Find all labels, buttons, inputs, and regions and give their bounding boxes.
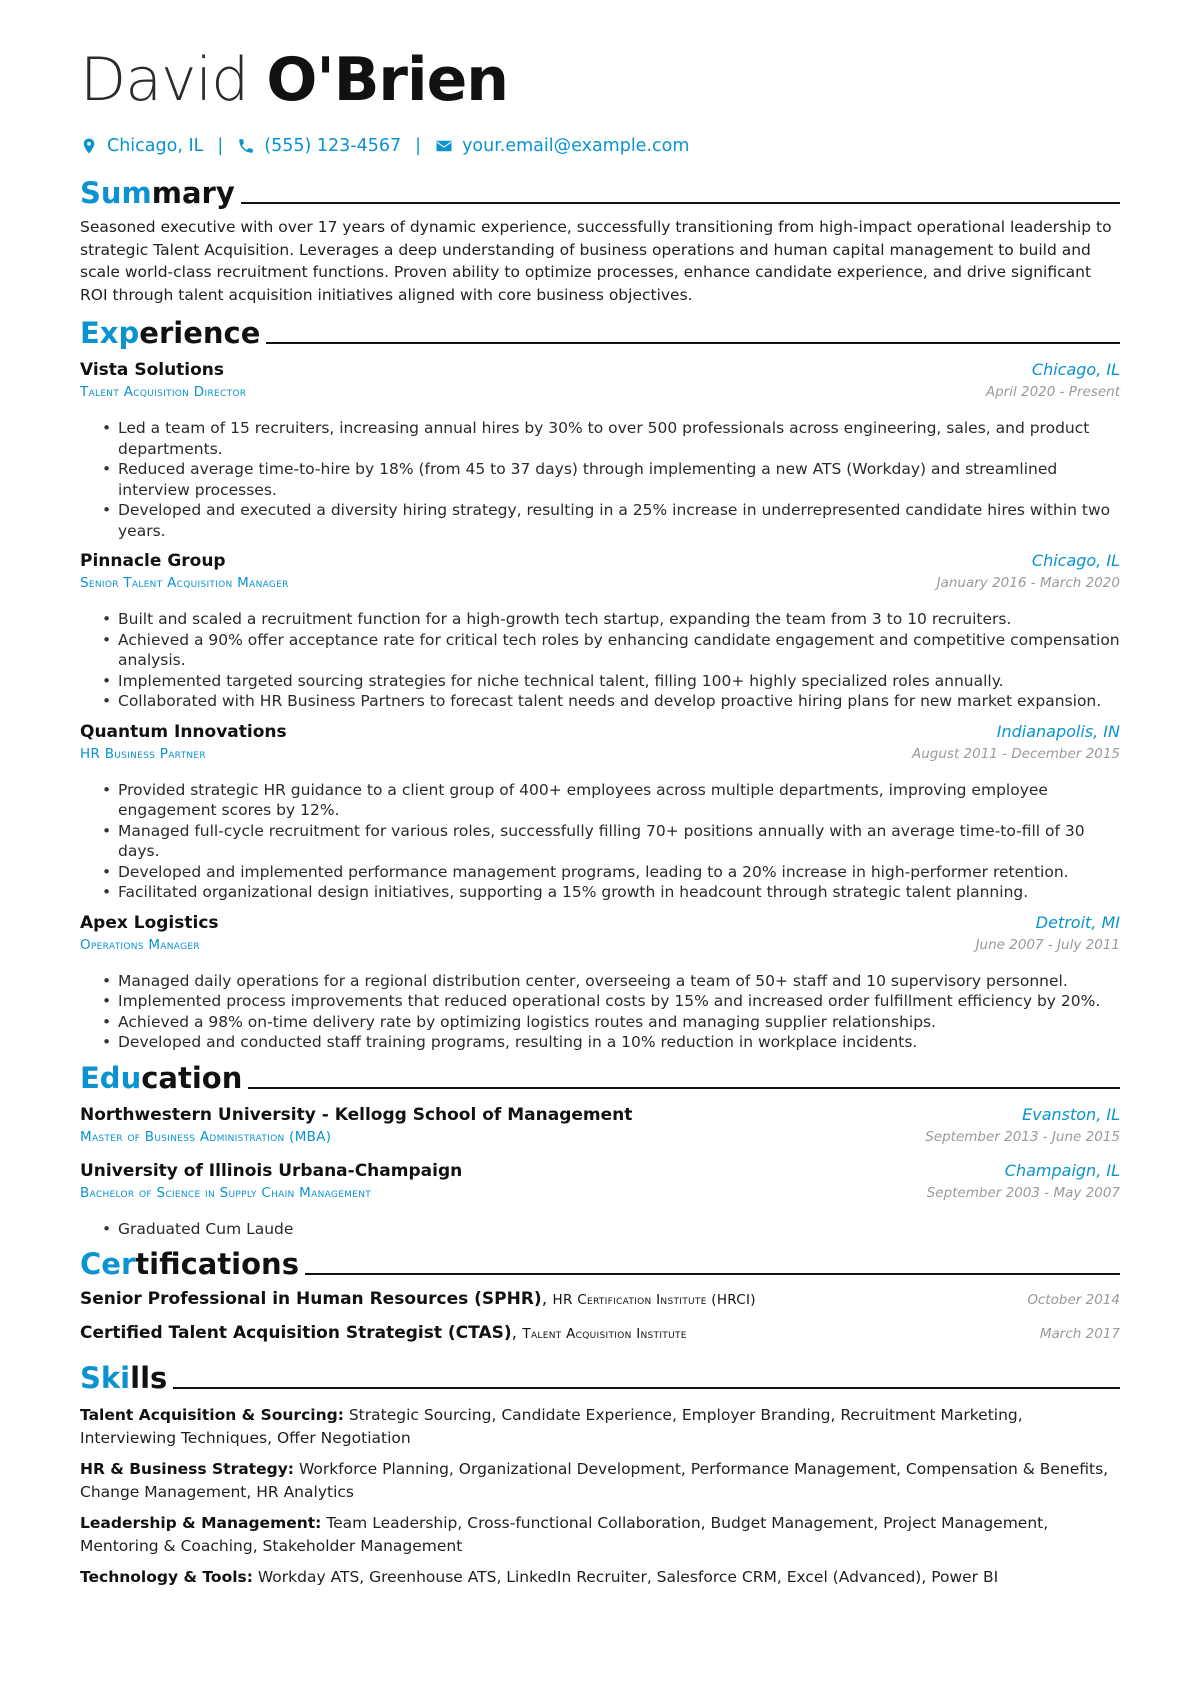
skill-category: HR & Business Strategy: xyxy=(80,1460,294,1478)
title-rest: cation xyxy=(141,1060,243,1095)
section-rule xyxy=(241,202,1120,204)
section-title xyxy=(80,1061,242,1095)
skill-list: Workforce Planning, Organizational Development, Performance Management, Compensation & Benefits, Change Management, HR Analytics xyxy=(80,1460,1109,1501)
contact-line xyxy=(80,134,1120,158)
job-title: Operations Manager xyxy=(80,936,200,953)
achievement-item: • Achieved a 98% on-time delivery rate by optimizing logistics routes and managing supplier relationships. xyxy=(80,1012,1120,1033)
skill-group xyxy=(80,1512,1120,1557)
school-name: University of Illinois Urbana-Champaign xyxy=(80,1160,463,1181)
title-accent: Edu xyxy=(80,1060,142,1095)
job-dates: April 2020 - Present xyxy=(985,384,1120,400)
job-location: Chicago, IL xyxy=(1031,551,1120,570)
education-entry xyxy=(80,1105,1120,1151)
certification-date: March 2017 xyxy=(1039,1326,1120,1342)
degree: Bachelor of Science in Supply Chain Management xyxy=(80,1184,372,1201)
skill-group xyxy=(80,1566,1120,1589)
separator: | xyxy=(415,136,422,156)
school-dates: September 2013 - June 2015 xyxy=(925,1128,1120,1145)
separator: | xyxy=(217,136,224,156)
achievement-item: • Developed and implemented performance management programs, leading to a 20% increase in high-performer retention. xyxy=(80,862,1120,883)
section-rule xyxy=(173,1387,1120,1389)
skill-list: Team Leadership, Cross-functional Collaboration, Budget Management, Project Management, Mentoring & Coaching, Stakeholder Management xyxy=(80,1514,1049,1555)
candidate-name xyxy=(80,44,1120,116)
skill-category: Leadership & Management: xyxy=(80,1514,322,1532)
certifications-heading xyxy=(80,1241,1120,1281)
summary-text: Seasoned executive with over 17 years of dynamic experience, successfully transitioning from high-impact operational leadership to strategic Talent Acquisition. Leverages a deep understanding of business operations and human capital management to build and scale world-class recruitment functions. Proven ability to optimize processes, enhance candidate experience, and drive significant ROI through talent acquisition initiatives aligned with core business objectives. xyxy=(80,218,1112,304)
education-heading xyxy=(80,1055,1120,1095)
phone-icon xyxy=(237,137,255,155)
section-rule xyxy=(305,1273,1120,1275)
company-name: Apex Logistics xyxy=(80,912,219,933)
school-location: Champaign, IL xyxy=(1004,1160,1120,1180)
achievement-item: • Reduced average time-to-hire by 18% (from 45 to 37 days) through implementing a new ATS (Workday) and streamlined interview processes. xyxy=(80,459,1120,500)
education-entry xyxy=(80,1161,1120,1240)
achievement-item: • Managed daily operations for a regional distribution center, overseeing a team of 50+ staff and 10 supervisory personnel. xyxy=(80,971,1120,992)
company-name: Pinnacle Group xyxy=(80,551,226,571)
experience-heading xyxy=(80,310,1120,350)
title-accent: Sum xyxy=(80,176,152,210)
title-rest: tifications xyxy=(135,1247,299,1281)
achievement-item: • Developed and conducted staff training programs, resulting in a 10% reduction in workplace incidents. xyxy=(80,1032,1120,1053)
honors-list xyxy=(80,1219,1120,1240)
title-accent: Cer xyxy=(80,1247,136,1281)
resume-content xyxy=(80,44,1120,1589)
achievement-item: • Managed full-cycle recruitment for various roles, successfully filling 70+ positions annually with an average time-to-fill of 30 days. xyxy=(80,821,1120,862)
achievement-item: • Developed and executed a diversity hiring strategy, resulting in a 25% increase in underrepresented candidate hires within two years. xyxy=(80,500,1120,541)
title-rest: lls xyxy=(130,1361,168,1395)
skill-category: Technology & Tools: xyxy=(80,1568,253,1586)
experience-entry xyxy=(80,722,1120,903)
skill-category: Talent Acquisition & Sourcing: xyxy=(80,1406,344,1424)
honor-item: • Graduated Cum Laude xyxy=(80,1219,1120,1240)
job-location: Chicago, IL xyxy=(1031,360,1120,379)
certification-name: Senior Professional in Human Resources (SPHR) xyxy=(80,1289,542,1309)
summary-heading xyxy=(80,170,1120,210)
certification-item: Senior Professional in Human Resources (SPHR), HR Certification Institute (HRCI) October 2014 xyxy=(80,1289,1120,1309)
section-rule xyxy=(248,1087,1120,1089)
experience-entry xyxy=(80,913,1120,1053)
title-accent: Ski xyxy=(80,1361,131,1395)
title-accent: Exp xyxy=(80,316,140,350)
job-title: HR Business Partner xyxy=(80,745,206,762)
last-name: O'Brien xyxy=(266,45,508,115)
location-text: Chicago, IL xyxy=(107,136,204,156)
skill-group xyxy=(80,1404,1120,1449)
section-rule xyxy=(266,342,1120,344)
envelope-icon xyxy=(435,137,453,155)
map-pin-icon xyxy=(80,137,98,155)
achievement-item: • Collaborated with HR Business Partners to forecast talent needs and develop proactive hiring plans for new market expansion. xyxy=(80,691,1120,712)
certification-name: Certified Talent Acquisition Strategist (CTAS) xyxy=(80,1323,512,1343)
job-location: Detroit, MI xyxy=(1035,912,1120,932)
certification-item: Certified Talent Acquisition Strategist (CTAS), Talent Acquisition Institute March 2017 xyxy=(80,1323,1120,1343)
achievement-list xyxy=(80,418,1120,541)
skills-heading xyxy=(80,1355,1120,1395)
skill-group xyxy=(80,1458,1120,1503)
job-dates: June 2007 - July 2011 xyxy=(975,936,1120,953)
achievement-item: • Built and scaled a recruitment function for a high-growth tech startup, expanding the team from 3 to 10 recruiters. xyxy=(80,609,1120,630)
title-rest: mary xyxy=(151,176,235,210)
experience-entry xyxy=(80,551,1120,712)
company-name: Vista Solutions xyxy=(80,360,225,380)
achievement-item: • Led a team of 15 recruiters, increasing annual hires by 30% to over 500 professionals across engineering, sales, and product departments. xyxy=(80,418,1120,459)
job-dates: August 2011 - December 2015 xyxy=(912,745,1120,762)
achievement-item: • Provided strategic HR guidance to a client group of 400+ employees across multiple departments, improving employee engagement scores by 12%. xyxy=(80,780,1120,821)
achievement-item: • Achieved a 90% offer acceptance rate for critical tech roles by enhancing candidate engagement and competitive compensation analysis. xyxy=(80,630,1120,671)
company-name: Quantum Innovations xyxy=(80,721,287,742)
job-location: Indianapolis, IN xyxy=(996,721,1120,741)
email-link[interactable]: your.email@example.com xyxy=(462,136,690,156)
certification-issuer: HR Certification Institute (HRCI) xyxy=(552,1292,756,1308)
title-rest: erience xyxy=(139,316,261,350)
first-name: David xyxy=(80,45,249,115)
achievement-list xyxy=(80,609,1120,712)
experience-entry xyxy=(80,360,1120,541)
achievement-item: • Implemented targeted sourcing strategies for niche technical talent, filling 100+ highly specialized roles annually. xyxy=(80,671,1120,692)
skill-list: Workday ATS, Greenhouse ATS, LinkedIn Recruiter, Salesforce CRM, Excel (Advanced), Power BI xyxy=(257,1568,999,1586)
section-title xyxy=(80,316,260,350)
degree: Master of Business Administration (MBA) xyxy=(80,1128,332,1145)
job-dates: January 2016 - March 2020 xyxy=(936,575,1120,591)
achievement-item: • Facilitated organizational design initiatives, supporting a 15% growth in headcount through strategic talent planning. xyxy=(80,882,1120,903)
school-dates: September 2003 - May 2007 xyxy=(926,1184,1120,1201)
certification-date: October 2014 xyxy=(1027,1292,1120,1308)
section-title xyxy=(80,1361,167,1395)
school-location: Evanston, IL xyxy=(1022,1104,1120,1124)
achievement-item: • Implemented process improvements that reduced operational costs by 15% and increased order fulfillment efficiency by 20%. xyxy=(80,991,1120,1012)
section-title xyxy=(80,1247,299,1281)
job-title: Senior Talent Acquisition Manager xyxy=(80,575,289,591)
school-name: Northwestern University - Kellogg School of Management xyxy=(80,1104,633,1125)
skill-list: Strategic Sourcing, Candidate Experience, Employer Branding, Recruitment Marketing, Interviewing Techniques, Offer Negotiation xyxy=(80,1406,1023,1447)
achievement-list xyxy=(80,971,1120,1053)
phone-link[interactable]: (555) 123-4567 xyxy=(264,136,402,156)
certification-issuer: Talent Acquisition Institute xyxy=(522,1326,687,1342)
section-title xyxy=(80,176,235,210)
job-title: Talent Acquisition Director xyxy=(80,384,247,400)
achievement-list xyxy=(80,780,1120,903)
